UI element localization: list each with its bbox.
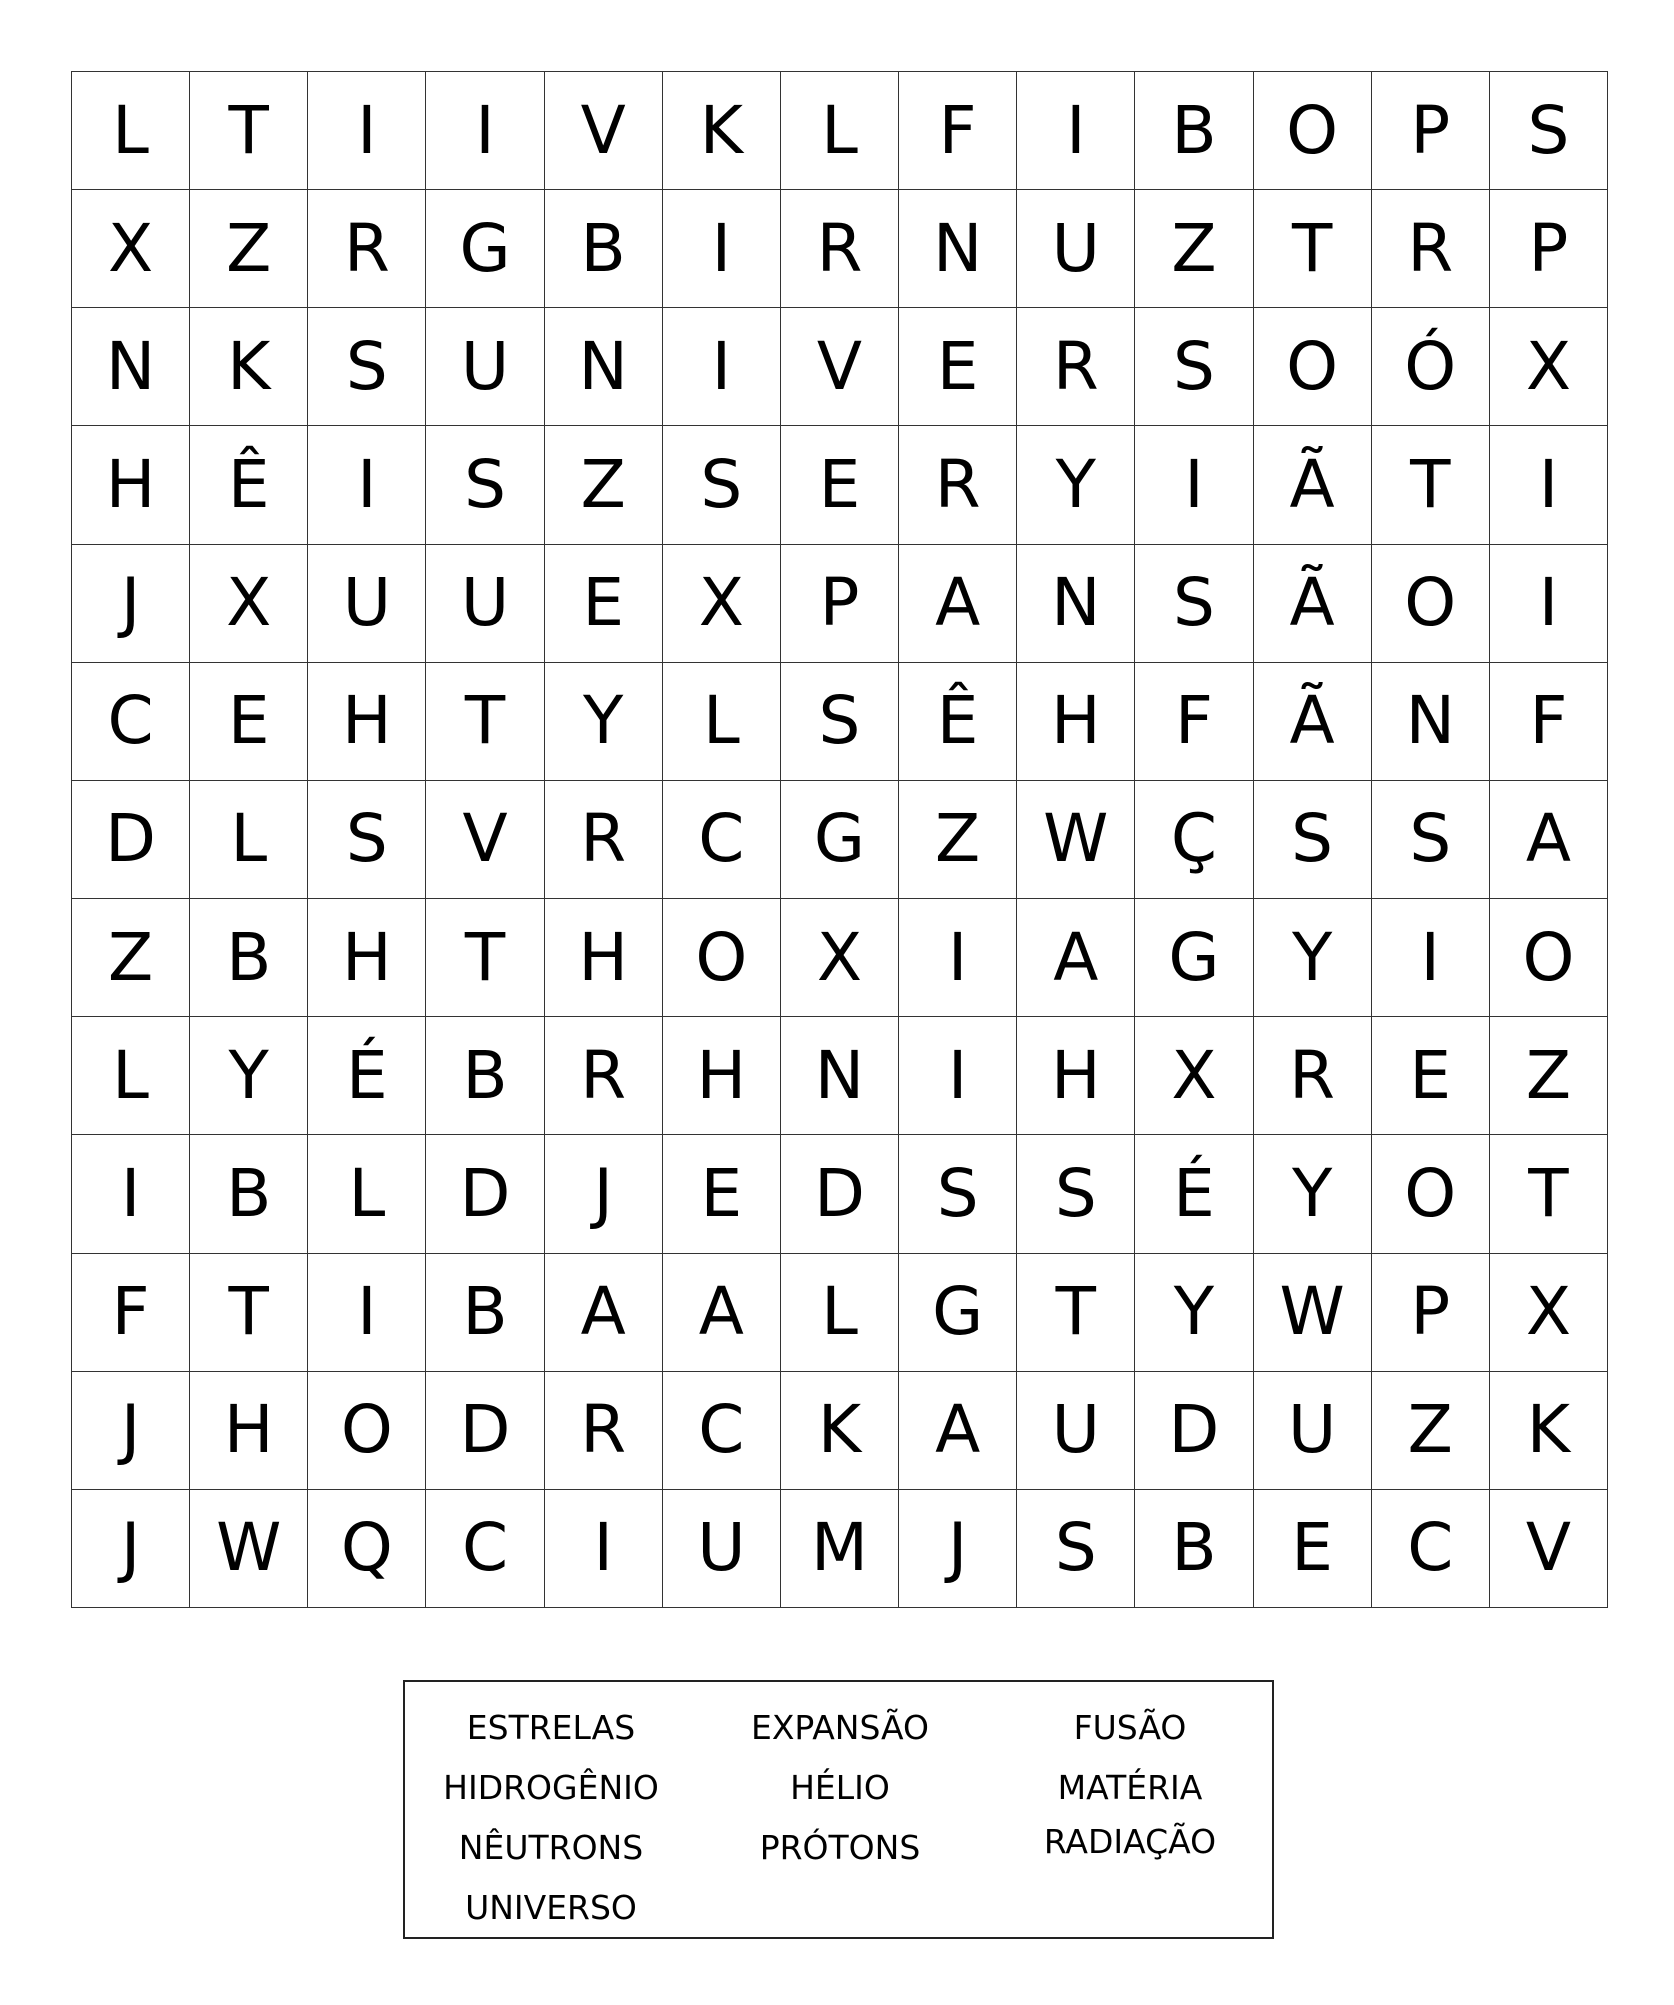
grid-cell[interactable]: T [1490,1135,1608,1253]
grid-cell[interactable]: E [781,426,899,544]
grid-cell[interactable]: G [426,190,544,308]
grid-cell[interactable]: L [72,72,190,190]
word-expansao: EXPANSÃO [750,1708,930,1747]
grid-cell[interactable]: P [1490,190,1608,308]
grid-cell[interactable]: E [899,308,1017,426]
grid-cell[interactable]: E [663,1135,781,1253]
grid-cell[interactable]: Ã [1254,545,1372,663]
grid-cell[interactable]: I [308,426,426,544]
grid-cell[interactable]: I [1490,426,1608,544]
grid-cell[interactable]: T [426,899,544,1017]
grid-cell[interactable]: D [426,1372,544,1490]
grid-cell[interactable]: E [1372,1017,1490,1135]
grid-cell[interactable]: K [663,72,781,190]
word-bank [403,1680,1274,1939]
grid-cell[interactable]: O [1254,72,1372,190]
grid-cell[interactable]: S [663,426,781,544]
word-helio: HÉLIO [790,1768,890,1807]
grid-cell[interactable]: X [1490,308,1608,426]
grid-cell[interactable]: C [72,663,190,781]
grid-cell[interactable]: C [1372,1490,1490,1608]
grid-cell[interactable]: K [1490,1372,1608,1490]
grid-cell[interactable]: D [426,1135,544,1253]
grid-cell[interactable]: U [1254,1372,1372,1490]
grid-cell[interactable]: S [899,1135,1017,1253]
word-bank-column-1 [406,1698,696,1938]
grid-cell[interactable]: H [1017,663,1135,781]
grid-cell[interactable]: W [1017,781,1135,899]
grid-cell[interactable]: A [899,545,1017,663]
grid-cell[interactable]: C [663,781,781,899]
grid-cell[interactable]: L [781,72,899,190]
grid-cell[interactable]: B [545,190,663,308]
grid-cell[interactable]: W [1254,1254,1372,1372]
grid-cell[interactable]: H [663,1017,781,1135]
grid-cell[interactable]: A [545,1254,663,1372]
grid-cell[interactable]: B [426,1017,544,1135]
word-radiacao: RADIAÇÃO [1043,1822,1217,1861]
grid-cell[interactable]: G [1135,899,1253,1017]
grid-cell[interactable]: I [308,72,426,190]
grid-cell[interactable]: N [899,190,1017,308]
grid-cell[interactable]: A [1017,899,1135,1017]
grid-cell[interactable]: S [1135,545,1253,663]
grid-cell[interactable]: S [1490,72,1608,190]
grid-cell[interactable]: E [1254,1490,1372,1608]
grid-cell[interactable]: Ã [1254,426,1372,544]
grid-cell[interactable]: D [72,781,190,899]
word-fusao: FUSÃO [1073,1708,1187,1747]
grid-cell[interactable]: B [190,1135,308,1253]
grid-cell[interactable]: R [545,1017,663,1135]
grid-cell[interactable]: O [308,1372,426,1490]
grid-cell[interactable]: S [426,426,544,544]
grid-cell[interactable]: I [899,899,1017,1017]
grid-cell[interactable]: H [190,1372,308,1490]
grid-cell[interactable]: A [899,1372,1017,1490]
grid-cell[interactable]: I [1490,545,1608,663]
word-protons: PRÓTONS [759,1828,921,1867]
grid-cell[interactable]: I [72,1135,190,1253]
word-materia: MATÉRIA [1057,1768,1203,1807]
word-search-grid [71,71,1608,1608]
grid-cell[interactable]: J [72,1372,190,1490]
grid-cell[interactable]: O [1254,308,1372,426]
grid-cell[interactable]: R [545,1372,663,1490]
grid-cell[interactable]: Y [1135,1254,1253,1372]
grid-cell[interactable]: N [1017,545,1135,663]
grid-cell[interactable]: H [1017,1017,1135,1135]
grid-cell[interactable]: É [1135,1135,1253,1253]
grid-cell[interactable]: I [1017,72,1135,190]
grid-cell[interactable]: N [72,308,190,426]
grid-cell[interactable]: Q [308,1490,426,1608]
grid-cell[interactable]: I [545,1490,663,1608]
grid-cell[interactable]: T [426,663,544,781]
grid-cell[interactable]: C [663,1372,781,1490]
grid-cell[interactable]: L [190,781,308,899]
grid-cell[interactable]: R [1254,1017,1372,1135]
grid-cell[interactable]: B [190,899,308,1017]
grid-cell[interactable]: H [308,899,426,1017]
grid-cell[interactable]: N [1372,663,1490,781]
grid-cell[interactable]: P [1372,1254,1490,1372]
grid-cell[interactable]: R [1017,308,1135,426]
grid-cell[interactable]: Z [1490,1017,1608,1135]
grid-cell[interactable]: Y [1254,899,1372,1017]
grid-cell[interactable]: L [781,1254,899,1372]
word-hidrogenio: HIDROGÊNIO [443,1768,659,1807]
grid-cell[interactable]: V [545,72,663,190]
grid-cell[interactable]: S [1372,781,1490,899]
grid-cell[interactable]: B [426,1254,544,1372]
grid-cell[interactable]: O [1490,899,1608,1017]
grid-cell[interactable]: U [426,308,544,426]
grid-cell[interactable]: Ó [1372,308,1490,426]
grid-cell[interactable]: H [308,663,426,781]
grid-cell[interactable]: J [72,1490,190,1608]
grid-cell[interactable]: L [72,1017,190,1135]
grid-cell[interactable]: Z [1372,1372,1490,1490]
grid-cell[interactable]: Z [545,426,663,544]
grid-cell[interactable]: R [545,781,663,899]
grid-cell[interactable]: T [1372,426,1490,544]
grid-cell[interactable]: X [1490,1254,1608,1372]
grid-cell[interactable]: Z [190,190,308,308]
grid-cell[interactable]: T [190,1254,308,1372]
grid-cell[interactable]: R [899,426,1017,544]
grid-cell[interactable]: E [190,663,308,781]
grid-cell[interactable]: E [545,545,663,663]
grid-cell[interactable]: V [426,781,544,899]
grid-cell[interactable]: U [663,1490,781,1608]
grid-cell[interactable]: H [545,899,663,1017]
grid-cell[interactable]: Z [899,781,1017,899]
grid-cell[interactable]: I [663,190,781,308]
grid-cell[interactable]: D [781,1135,899,1253]
grid-cell[interactable]: F [72,1254,190,1372]
grid-cell[interactable]: T [1017,1254,1135,1372]
grid-cell[interactable]: F [899,72,1017,190]
grid-cell[interactable]: X [781,899,899,1017]
grid-cell[interactable]: G [781,781,899,899]
grid-cell[interactable]: U [426,545,544,663]
grid-cell[interactable]: L [308,1135,426,1253]
grid-cell[interactable]: Ê [190,426,308,544]
grid-cell[interactable]: O [1372,545,1490,663]
grid-cell[interactable]: N [545,308,663,426]
grid-cell[interactable]: K [781,1372,899,1490]
grid-cell[interactable]: Ç [1135,781,1253,899]
grid-cell[interactable]: S [1017,1135,1135,1253]
grid-cell[interactable]: H [72,426,190,544]
grid-cell[interactable]: I [426,72,544,190]
grid-cell[interactable]: A [663,1254,781,1372]
grid-cell[interactable]: U [1017,190,1135,308]
grid-cell[interactable]: Y [1017,426,1135,544]
grid-cell[interactable]: Y [545,663,663,781]
grid-cell[interactable]: S [781,663,899,781]
grid-cell[interactable]: N [781,1017,899,1135]
grid-cell[interactable]: S [308,781,426,899]
grid-cell[interactable]: R [308,190,426,308]
grid-cell[interactable]: F [1490,663,1608,781]
grid-cell[interactable]: S [1135,308,1253,426]
grid-cell[interactable]: W [190,1490,308,1608]
grid-cell[interactable]: O [663,899,781,1017]
grid-cell[interactable]: P [781,545,899,663]
grid-cell[interactable]: Z [72,899,190,1017]
grid-cell[interactable]: I [899,1017,1017,1135]
grid-cell[interactable]: Y [1254,1135,1372,1253]
grid-cell[interactable]: S [308,308,426,426]
grid-cell[interactable]: S [1017,1490,1135,1608]
grid-cell[interactable]: Ã [1254,663,1372,781]
grid-cell[interactable]: É [308,1017,426,1135]
grid-cell[interactable]: S [1254,781,1372,899]
word-bank-column-3 [985,1698,1275,1872]
grid-cell[interactable]: I [308,1254,426,1372]
grid-cell[interactable]: F [1135,663,1253,781]
grid-cell[interactable]: I [1372,899,1490,1017]
grid-cell[interactable]: G [899,1254,1017,1372]
grid-cell[interactable]: Ê [899,663,1017,781]
grid-cell[interactable]: P [1372,72,1490,190]
grid-cell[interactable]: U [1017,1372,1135,1490]
grid-cell[interactable]: J [899,1490,1017,1608]
grid-cell[interactable]: X [663,545,781,663]
grid-cell[interactable]: R [781,190,899,308]
grid-cell[interactable]: M [781,1490,899,1608]
grid-cell[interactable]: I [663,308,781,426]
grid-cell[interactable]: J [545,1135,663,1253]
grid-cell[interactable]: K [190,308,308,426]
grid-cell[interactable]: I [1135,426,1253,544]
grid-cell[interactable]: X [190,545,308,663]
grid-cell[interactable]: X [1135,1017,1253,1135]
grid-cell[interactable]: Z [1135,190,1253,308]
grid-cell[interactable]: L [663,663,781,781]
grid-cell[interactable]: B [1135,1490,1253,1608]
grid-cell[interactable]: C [426,1490,544,1608]
grid-cell[interactable]: A [1490,781,1608,899]
word-bank-column-2 [695,1698,985,1878]
grid-cell[interactable]: X [72,190,190,308]
grid-cell[interactable]: V [781,308,899,426]
grid-cell[interactable]: Y [190,1017,308,1135]
grid-cell[interactable]: V [1490,1490,1608,1608]
grid-cell[interactable]: T [190,72,308,190]
word-neutrons: NÊUTRONS [458,1828,644,1867]
grid-cell[interactable]: J [72,545,190,663]
word-universo: UNIVERSO [465,1888,637,1927]
grid-cell[interactable]: O [1372,1135,1490,1253]
grid-cell[interactable]: U [308,545,426,663]
word-estrelas: ESTRELAS [466,1708,636,1747]
grid-cell[interactable]: T [1254,190,1372,308]
grid-cell[interactable]: D [1135,1372,1253,1490]
grid-cell[interactable]: R [1372,190,1490,308]
grid-cell[interactable]: B [1135,72,1253,190]
